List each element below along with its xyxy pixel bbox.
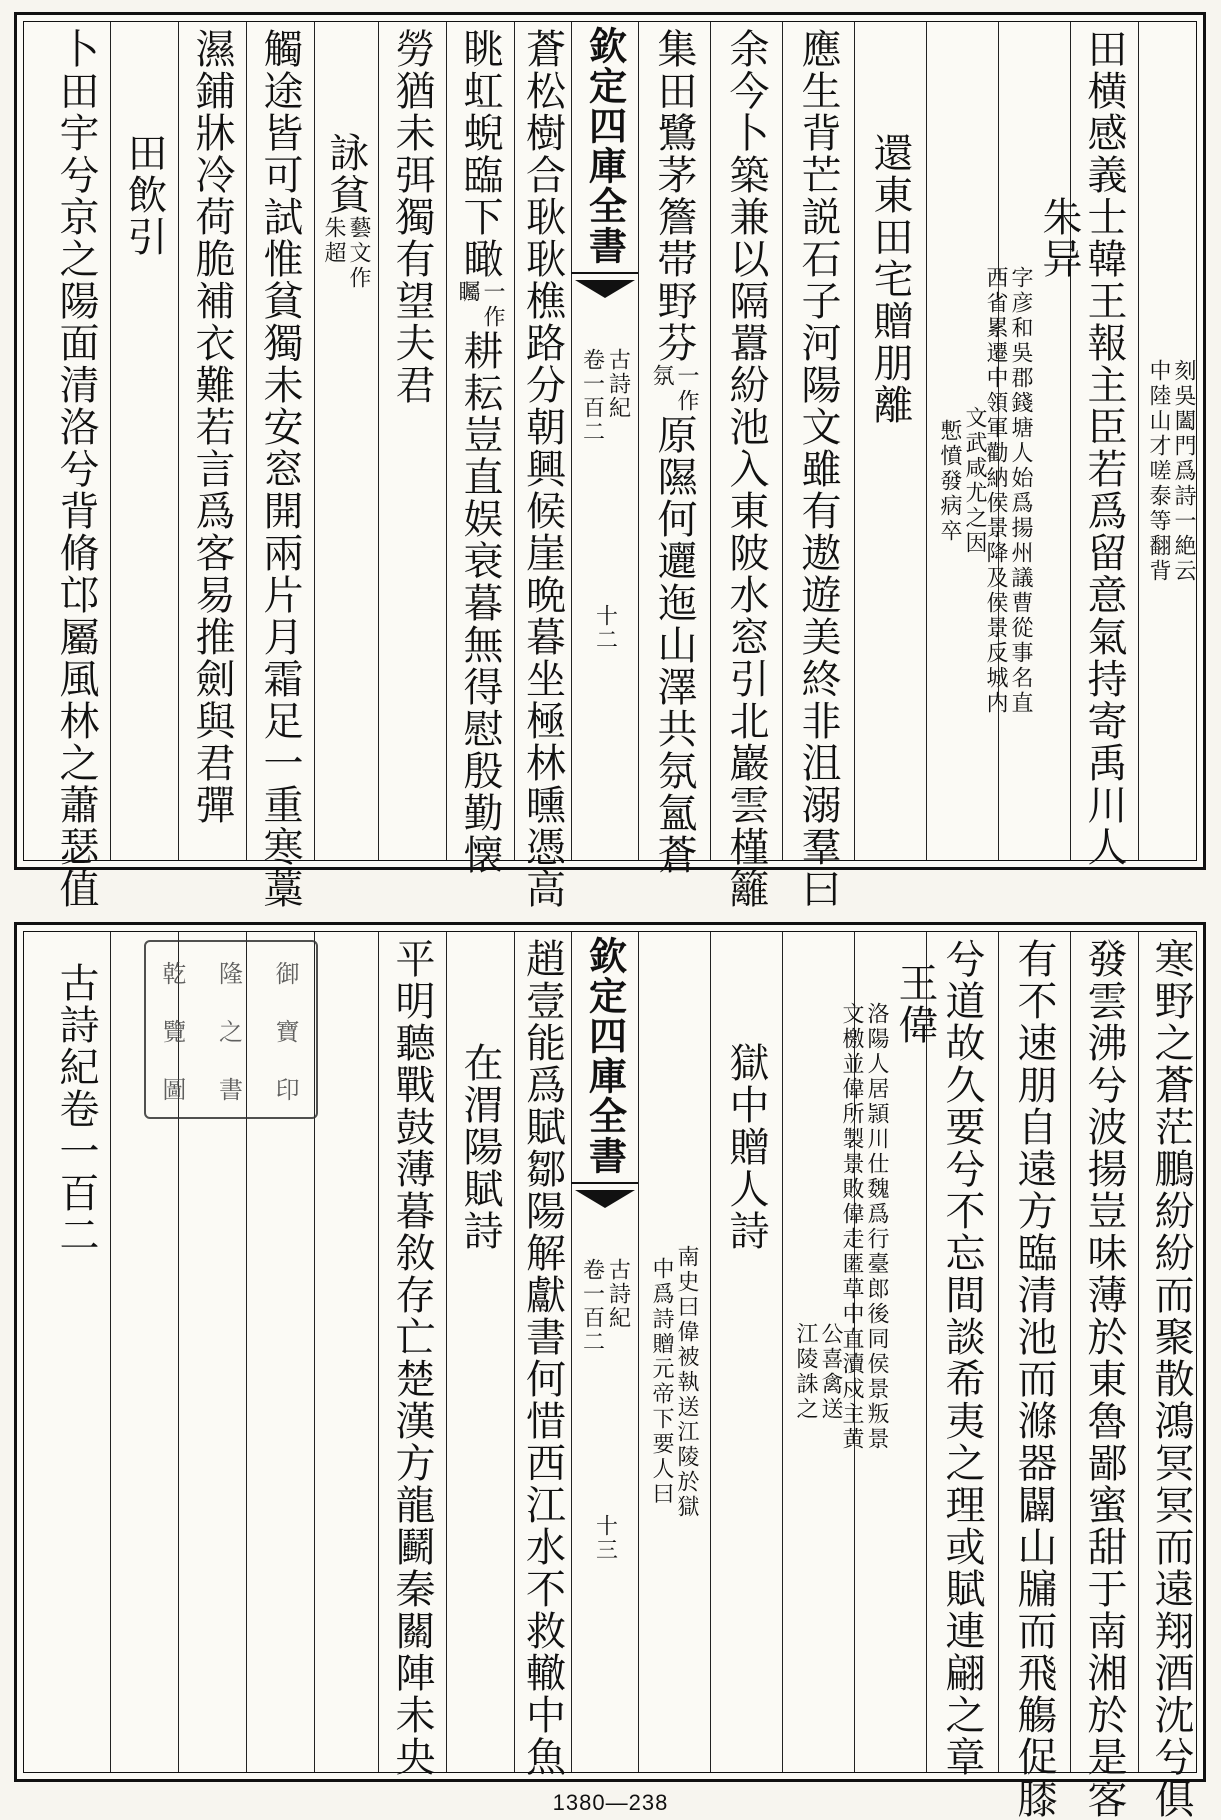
verse-line: 應生背芒説石子河陽文雖有遨遊美終非沮溺羣曰 [795,28,841,910]
annotation-line: 西省累遷中領軍勸納侯景降及侯景反城内 [983,266,1008,716]
annotation-line: 江陵誅之 [793,1322,818,1422]
verse-line: 濕鋪牀冷荷脆補衣難若言爲客易推劍與君彈 [189,28,235,826]
text-column [1070,932,1138,1820]
verse-line: 寒野之蒼茫鵬紛紛而聚散鴻冥冥而遠翔酒沈兮俱 [1148,938,1194,1820]
poem-title: 詠貧 [323,132,369,216]
text-column [42,932,110,1772]
verse-line: 耕耘豈直娱衰暮無得慰殷勤懐 [457,330,503,876]
verse-line: 觸途皆可試惟貧獨未安窓開兩片月霜足一重寒藁 [257,28,303,910]
banner-column [571,22,638,860]
poem-title: 還東田宅贈朋離 [867,132,913,426]
verse-line: 田横感義士韓王報主臣若爲留意氣持寄禹川人 [1081,28,1127,868]
banner-volume: 卷一百二 [579,348,605,444]
imperial-seal-stamp: 乾 隆 御 覽 之 寶 圖 書 印 [144,940,318,1119]
text-column [446,22,514,876]
verse-line: 眺虹蜺臨下瞰 [457,28,503,280]
text-column [446,932,514,1772]
annotation-line: 中陸山才嗟泰等翻背 [1146,358,1171,584]
banner-book: 古詩紀 [605,1258,631,1330]
text-column [378,932,446,1778]
annotation-line: 公喜禽送 [818,1322,843,1422]
annotation-column [926,22,998,860]
banner-book: 古詩紀 [605,348,631,420]
verse-line: 卜田宇兮京之陽面清洛兮背脩邙屬風林之蕭瑟值 [53,28,99,910]
upper-page-frame [23,21,1197,910]
annotation-line: 字彦和吳郡錢塘人始爲揚州議曹從事名直 [1008,266,1033,716]
verse-line: 蒼松樹合耿耿樵路分朝興候崖晩暮坐極林曛憑高 [519,28,566,910]
annotation-line: 中爲詩贈元帝下要人曰 [649,1257,674,1507]
annotation-line: 刻吳闔門爲詩一絶云 [1171,358,1196,584]
annotation-line: 文檄並偉所製景敗偉走匿草中直瀆戍主黄 [839,1002,864,1452]
upper-page [14,12,1206,910]
annotation-line: 矚 [455,280,480,305]
verse-line: 勞猶未弭獨有望夫君 [389,28,435,406]
author-name: 朱异 [1036,196,1082,280]
annotation-line: 一作 [480,280,505,330]
text-column [110,22,178,860]
text-column [42,22,110,910]
text-column [638,22,710,876]
text-column [178,22,246,860]
author-name: 王偉 [892,962,938,1046]
poem-title: 田飲引 [121,132,167,258]
text-column [782,22,854,910]
banner-title: 欽定四庫全書 [582,936,628,1176]
verse-line: 余今卜築兼以隔囂紛池入東陂水窓引北巖雲槿籬 [723,28,769,910]
verse-line: 發雲沸兮波揚豈味薄於東魯鄙蜜甜于南湘於是客 [1081,938,1127,1820]
folio-number: 1380—238 [552,1790,669,1815]
annotation-line: 洛陽人居頴川仕魏爲行臺郎後同侯景叛景 [864,1002,889,1452]
annotation-column [782,932,854,1772]
text-column [314,22,378,860]
annotation-line: 一作 [674,364,699,414]
text-column [1138,932,1204,1820]
text-column [983,22,1082,860]
annotation-line: 南史曰偉被執送江陵於獄 [674,1244,699,1520]
verse-line: 有不速朋自遠方臨清池而滌器闢山牖而飛觴促膝 [1011,938,1057,1820]
poem-title: 在渭陽賦詩 [457,1042,503,1252]
verse-line: 趙壹能爲賦鄒陽解獻書何惜西江水不救轍中魚 [519,938,566,1778]
text-column [514,22,571,910]
verse-line: 原隰何邐迤山澤共氛氳蒼 [651,414,697,876]
verse-line: 平明聽戰鼓薄暮敘存亡楚漢方龍鬬秦關陣未央 [389,938,435,1778]
text-column [839,932,938,1772]
text-column [998,932,1070,1820]
annotation-line: 文武咸尤之因 [962,406,987,556]
fishtail-icon [575,1190,635,1208]
annotation-line: 氛 [649,364,674,389]
annotation-line: 慙憤發病卒 [937,418,962,544]
annotation-column [1138,22,1204,860]
text-column [378,22,446,860]
banner-title: 欽定四庫全書 [582,26,628,266]
banner-volume: 卷一百二 [579,1258,605,1354]
verse-line: 兮道故久要兮不忘間談希夷之理或賦連翩之章 [939,938,985,1778]
banner-column [571,932,638,1772]
text-column [246,22,314,910]
annotation-column [638,932,710,1772]
text-column [710,22,782,910]
verse-line: 集田鷺茅簷帯野芬 [651,28,697,364]
page-number: 十二 [592,604,618,652]
page-number: 十三 [592,1514,618,1562]
text-column [854,22,926,860]
annotation-line: 藝文作 [346,216,371,291]
text-column [710,932,782,1772]
annotation-line: 朱超 [321,216,346,266]
fishtail-icon [575,280,635,298]
volume-colophon: 古詩紀卷一百二 [53,962,99,1256]
text-column [514,932,571,1778]
poem-title: 獄中贈人詩 [723,1042,769,1252]
